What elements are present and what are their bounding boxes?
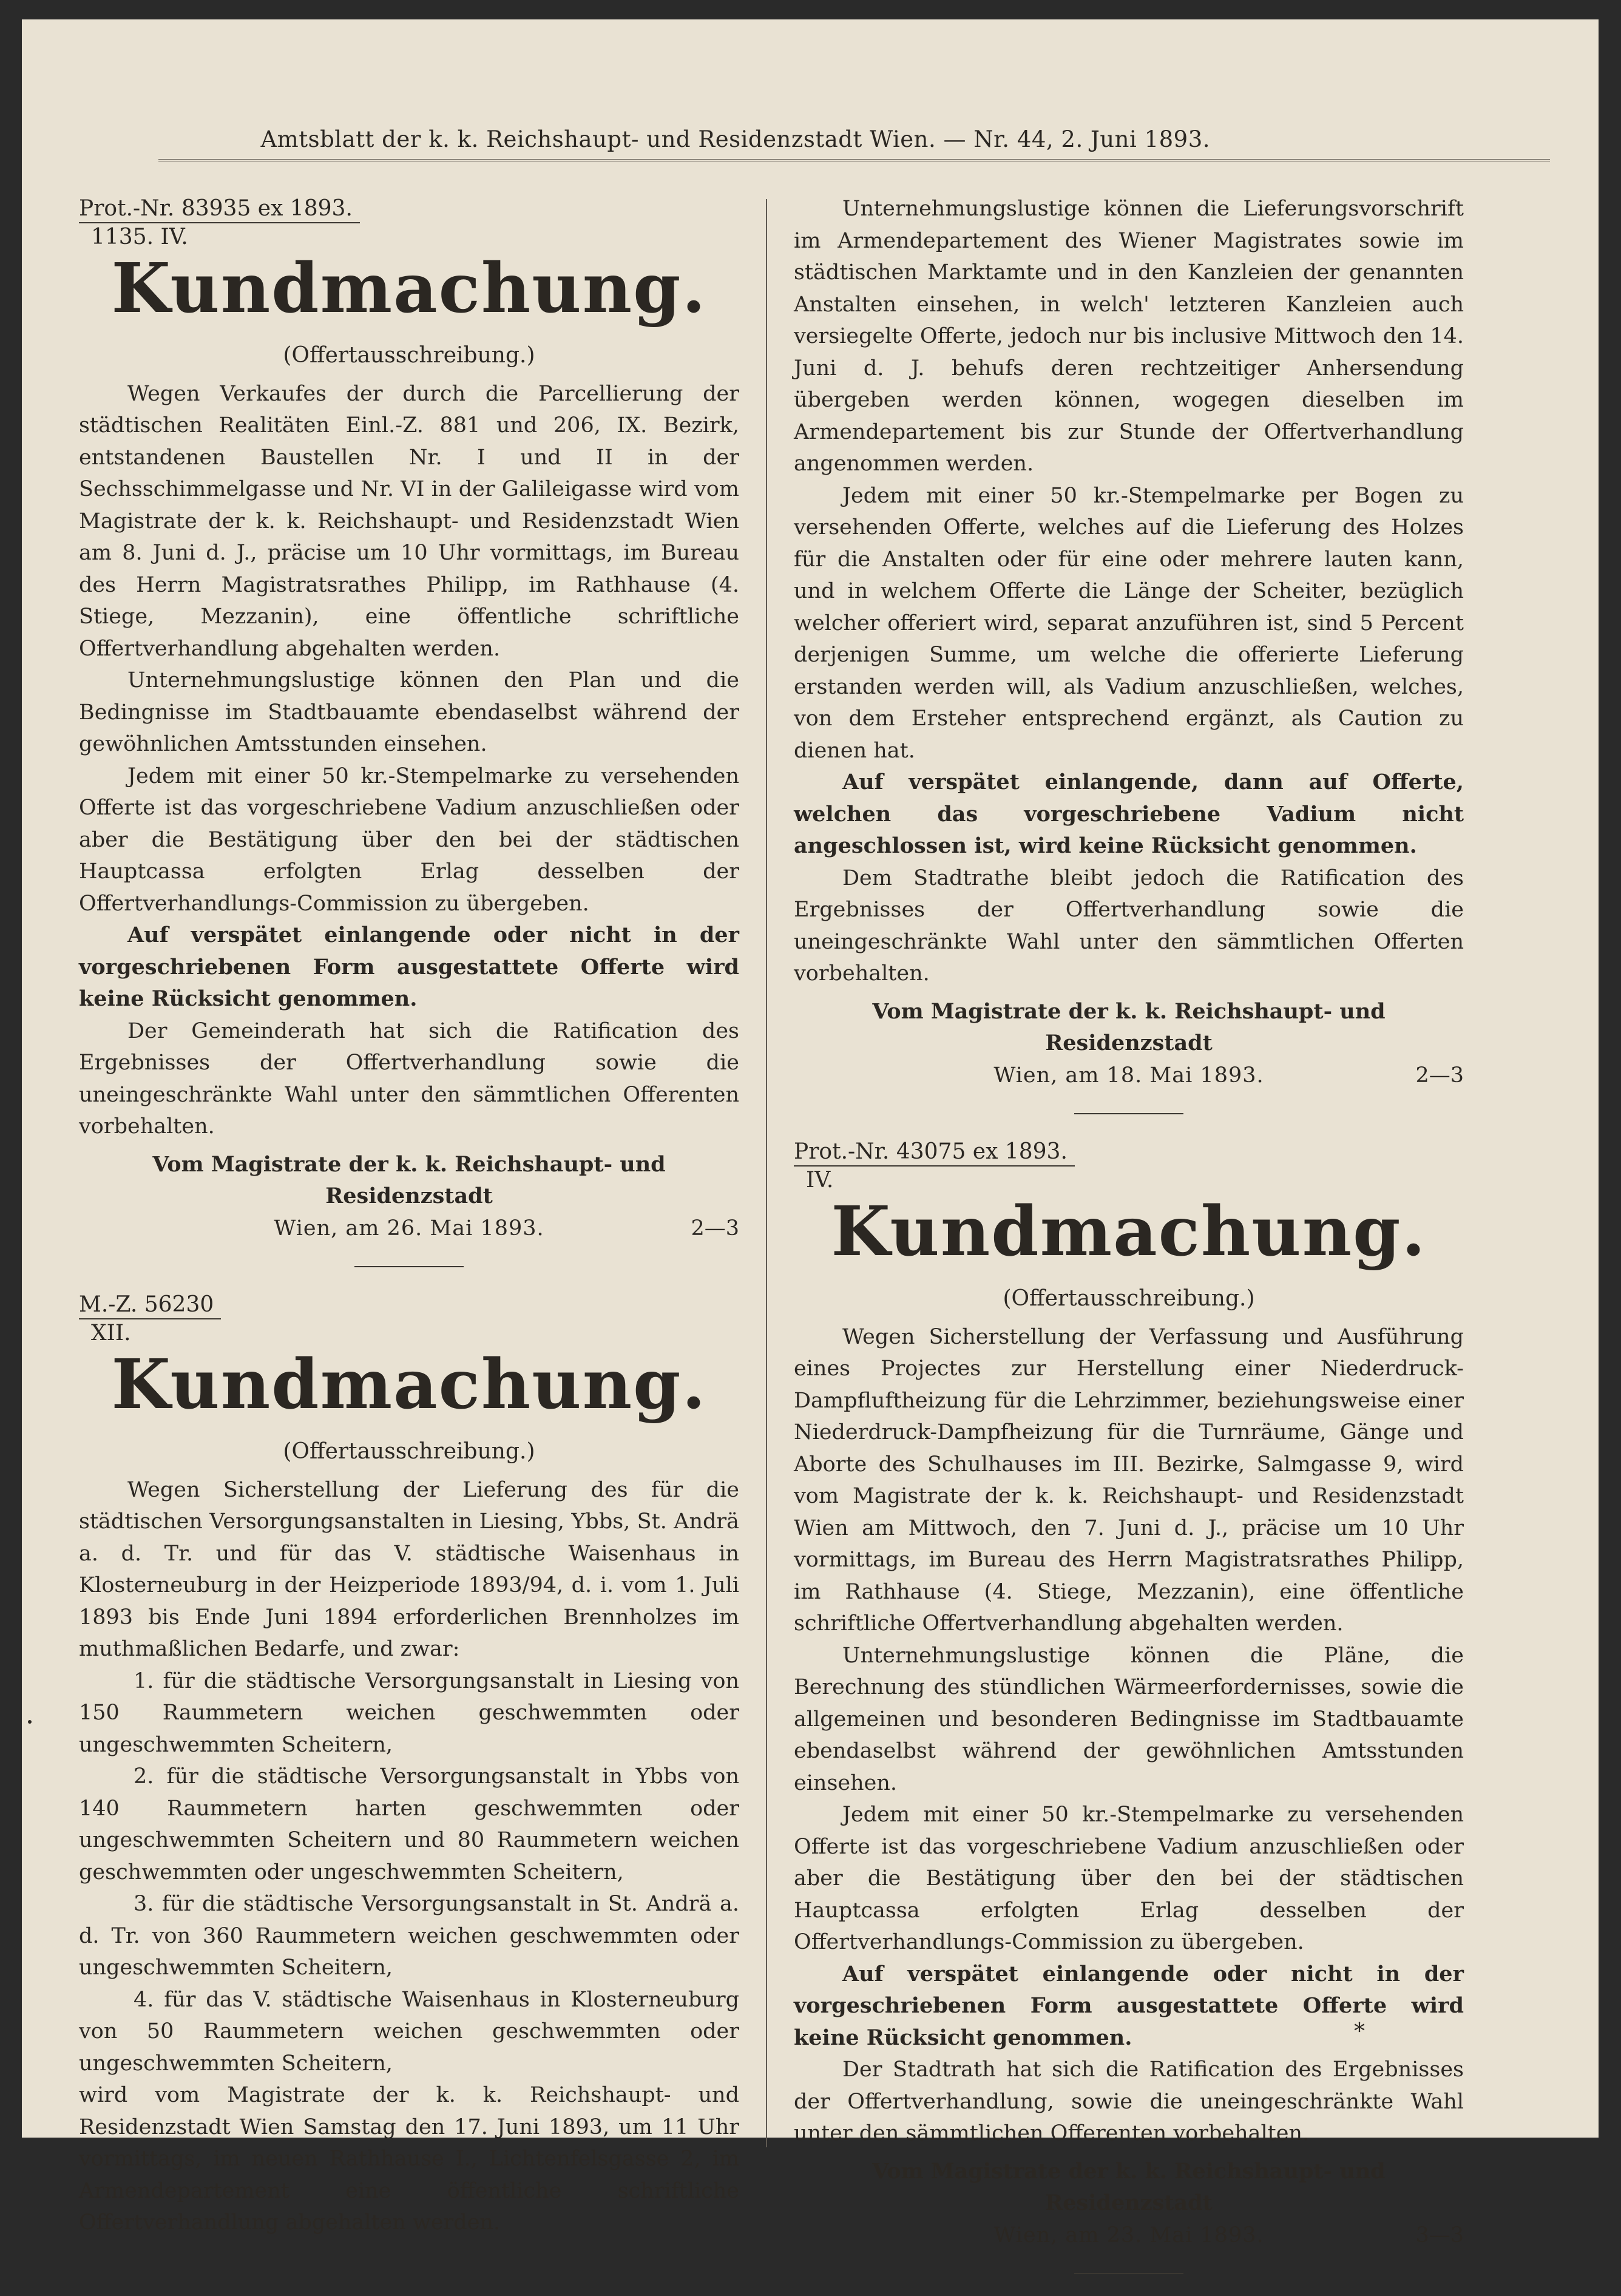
margin-dot	[28, 1720, 32, 1724]
paragraph-bold: Auf verspätet einlangende oder nicht in der vorgeschriebenen Form ausgestattete Offerte wird keine Rücksicht genommen.	[79, 923, 739, 1012]
paragraph: Unternehmungslustige können die Pläne, die Berechnung des stündlichen Wärmeerfordernisses, sowie die allgemeinen und besonderen Bedingnisse im Stadtbauamte ebendaselbst während der gewöhnlichen Amtsstunden einsehen.	[794, 1643, 1464, 1795]
section-rule	[354, 1266, 464, 1267]
paragraph: Wegen Sicherstellung der Verfassung und Ausführung eines Projectes zur Herstellung einer Niederdruck-Dampfluftheizung für die Lehrzimmer, beziehungsweise einer Niederdruck-Dampfheizung für die Turnräume, Gänge und Aborte des Schulhauses im III. Bezirke, Salmgasse 9, wird vom Magistrate der k. k. Reichshaupt- und Residenzstadt Wien am Mittwoch, den 7. Juni d. J., präcise um 10 Uhr vormittags, im Bureau des Herrn Magistratsrathes Philipp, im Rathhause (4. Stiege, Mezzanin), eine öffentliche schriftliche Offertverhandlung abgehalten werden.	[794, 1324, 1464, 1636]
paragraph: Der Gemeinderath hat sich die Ratification des Ergebnisses der Offertverhandlung sowie die uneingeschränkte Wahl unter den sämmtlichen Offerenten vorbehalten.	[79, 1018, 739, 1139]
sequence-number: 2—3	[691, 1216, 739, 1241]
paragraph: Jedem mit einer 50 kr.-Stempelmarke zu versehenden Offerte ist das vorgeschriebene Vadium anzuschließen oder aber die Bestätigung über den bei der städtischen Hauptcassa erfolgten Erlag desselben der Offertverhandlungs-Commission zu übergeben.	[79, 764, 739, 916]
paragraph: Wegen Verkaufes der durch die Parcellierung der städtischen Realitäten Einl.-Z. 881 und 206, IX. Bezirk, entstandenen Baustellen Nr. I und II in der Sechsschimmelgasse und Nr. VI in der Galileigasse wird vom Magistrate der k. k. Reichshaupt- und Residenzstadt Wien am 8. Juni d. J., präcise um 10 Uhr vormittags, im Bureau des Herrn Magistratsrathes Philipp, im Rathhause (4. Stiege, Mezzanin), eine öffentliche schriftliche Offertverhandlung abgehalten werden.	[79, 381, 739, 661]
column-divider	[766, 199, 767, 2147]
protocol-sub: XII.	[91, 1320, 131, 1346]
date-line	[794, 2220, 1464, 2252]
notice-subtitle: (Offertausschreibung.)	[1003, 1286, 1255, 1312]
section-rule	[1074, 1113, 1183, 1114]
signature-line: Vom Magistrate der k. k. Reichshaupt- und Residenzstadt	[872, 998, 1386, 1055]
protocol-sub: IV.	[806, 1167, 834, 1193]
notice-title: Kundmachung.	[111, 249, 707, 329]
date-text: Wien, am 18. Mai 1893.	[993, 1063, 1264, 1088]
protocol-number: M.-Z. 56230	[79, 1291, 221, 1319]
protocol-number: Prot.-Nr. 43075 ex 1893.	[794, 1138, 1075, 1167]
paragraph: Wegen Sicherstellung der Lieferung des für die städtischen Versorgungsanstalten in Liesing, Ybbs, St. Andrä a. d. Tr. und für das V. städtische Waisenhaus in Klosterneuburg in der Heizperiode 1893/94, d. i. vom 1. Juli 1893 bis Ende Juni 1894 erforderlichen Brennholzes im muthmaßlichen Bedarfe, und zwar:	[79, 1477, 739, 1662]
paragraph: wird vom Magistrate der k. k. Reichshaupt- und Residenzstadt Wien Samstag den 17. Juni 1893, um 11 Uhr vormittags, im neuen Rathhause I., Lichtenfelsgasse 2, im Armendepartement eine öffentliche schriftliche Offertverhandlung abgehalten werden.	[79, 2083, 739, 2235]
paragraph: Der Stadtrath hat sich die Ratification des Ergebnisses der Offertverhandlung, sowie die uneingeschränkte Wahl unter den sämmtlichen Offerenten vorbehalten.	[794, 2057, 1464, 2146]
paragraph: Jedem mit einer 50 kr.-Stempelmarke zu versehenden Offerte ist das vorgeschriebene Vadium anzuschließen oder aber die Bestätigung über den bei der städtischen Hauptcassa erfolgten Erlag desselben der Offertverhandlungs-Commission zu übergeben.	[794, 1803, 1464, 1955]
right-column	[794, 193, 1464, 2296]
section-rule	[1074, 2273, 1183, 2274]
list-item: 2. für die städtische Versorgungsanstalt in Ybbs von 140 Raummetern harten geschwemmten oder ungeschwemmten Scheitern und 80 Raummetern weichen geschwemmten oder ungeschwemmten Scheitern,	[79, 1764, 739, 1885]
list-item: 4. für das V. städtische Waisenhaus in Klosterneuburg von 50 Raummetern weichen geschwemmten oder ungeschwemmten Scheitern,	[79, 1987, 739, 2076]
paragraph-bold: Auf verspätet einlangende, dann auf Offerte, welchen das vorgeschriebene Vadium nicht angeschlossen ist, wird keine Rücksicht genommen.	[794, 770, 1464, 858]
notice-firewood	[79, 1289, 739, 2239]
paragraph: Unternehmungslustige können den Plan und die Bedingnisse im Stadtbauamte ebendaselbst während der gewöhnlichen Amtsstunden einsehen.	[79, 668, 739, 757]
header-text: Amtsblatt der k. k. Reichshaupt- und Residenzstadt Wien. — Nr. 44, 2. Juni 1893.	[260, 126, 1210, 152]
date-line	[794, 1060, 1464, 1092]
date-text: Wien, am 26. Mai 1893.	[274, 1216, 544, 1241]
paragraph-bold: Auf verspätet einlangende oder nicht in der vorgeschriebenen Form ausgestattete Offerte wird keine Rücksicht genommen.	[794, 1961, 1464, 2050]
sequence-number: 3—3	[1415, 2223, 1464, 2247]
list-item: 1. für die städtische Versorgungsanstalt in Liesing von 150 Raummetern weichen geschwemmten oder ungeschwemmten Scheitern,	[79, 1668, 739, 1757]
notice-subtitle: (Offertausschreibung.)	[283, 343, 535, 368]
date-text: Wien, am 23. Mai 1893.	[993, 2223, 1264, 2247]
paragraph: Jedem mit einer 50 kr.-Stempelmarke per Bogen zu versehenden Offerte, welches auf die Lieferung des Holzes für die Anstalten oder für eine oder mehrere lauten kann, und in welchem Offerte die Länge der Scheiter, bezüglich welcher offeriert wird, separat anzuführen ist, sind 5 Percent derjenigen Summe, um welche die offerierte Lieferung erstanden werden will, als Vadium anzuschließen, welches, von dem Ersteher entsprechend ergänzt, als Caution zu dienen hat.	[794, 483, 1464, 763]
header-rule	[158, 159, 1550, 161]
left-column	[79, 193, 739, 2239]
notice-subtitle: (Offertausschreibung.)	[283, 1439, 535, 1465]
notice-sale	[79, 193, 739, 1267]
protocol-number: Prot.-Nr. 83935 ex 1893.	[79, 195, 360, 223]
sequence-number: 2—3	[1415, 1063, 1464, 1088]
signature-line: Vom Magistrate der k. k. Reichshaupt- und Residenzstadt	[872, 2158, 1386, 2216]
date-line	[79, 1213, 739, 1245]
signature-line: Vom Magistrate der k. k. Reichshaupt- und Residenzstadt	[152, 1151, 666, 1209]
notice-title: Kundmachung.	[831, 1192, 1427, 1272]
paragraph: Dem Stadtrathe bleibt jedoch die Ratification des Ergebnisses der Offertverhandlung sowie die uneingeschränkte Wahl unter den sämmtlichen Offerten vorbehalten.	[794, 865, 1464, 986]
notice-firewood-continued	[794, 193, 1464, 1114]
star-mark: *	[1354, 2019, 1365, 2044]
paragraph: Unternehmungslustige können die Lieferungsvorschrift im Armendepartement des Wiener Magistrates sowie im städtischen Marktamte und in den Kanzleien der genannten Anstalten einsehen, in welch' letzteren Kanzleien auch versiegelte Offerte, jedoch nur bis inclusive Mittwoch den 14. Juni d. J. behufs deren rechtzeitiger Anhersendung übergeben werden können, wogegen dieselben im Armendepartement bis zur Stunde der Offertverhandlung angenommen werden.	[794, 197, 1464, 476]
notice-heating	[794, 1136, 1464, 2274]
notice-title: Kundmachung.	[111, 1345, 707, 1425]
list-item: 3. für die städtische Versorgungsanstalt in St. Andrä a. d. Tr. von 360 Raummetern weichen geschwemmten oder ungeschwemmten Scheitern,	[79, 1892, 739, 1980]
protocol-sub: 1135. IV.	[91, 224, 188, 249]
newspaper-page	[22, 19, 1599, 2247]
page-header	[70, 126, 1550, 152]
